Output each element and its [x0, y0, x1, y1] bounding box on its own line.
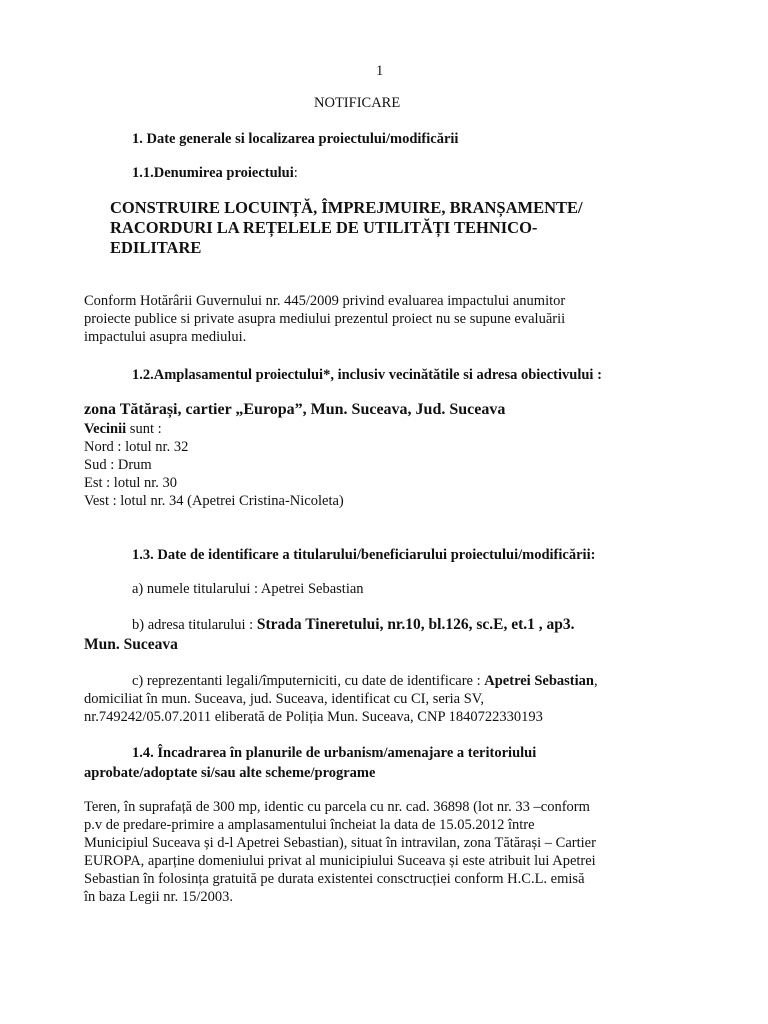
section-1-title: 1. Date generale si localizarea proiectului/modificării [132, 131, 459, 147]
neighbors-label: Vecinii [84, 421, 127, 437]
page-number: 1 [376, 63, 384, 79]
section-1-3-title: 1.3. Date de identificare a titularului/beneficiarului proiectului/modificării: [132, 547, 596, 563]
neighbors-heading [84, 420, 344, 438]
project-name-line: CONSTRUIRE LOCUINȚĂ, ÎMPREJMUIRE, BRANȘAMENTE/ [110, 198, 583, 217]
legal-representatives [132, 672, 598, 690]
representative-line: domiciliat în mun. Suceava, jud. Suceava, identificat cu CI, seria SV, [84, 691, 484, 707]
project-name-line: RACORDURI LA REȚELELE DE UTILITĂȚI TEHNICO- [110, 218, 538, 237]
neighbor-item: Sud : Drum [84, 457, 152, 473]
holder-address-label: b) adresa titularului : [132, 617, 257, 633]
representatives-label: c) reprezentanti legali/împuterniciti, cu date de identificare : [132, 673, 485, 689]
paragraph-line: Municipiul Suceava și d-l Apetrei Sebastian), situat în intravilan, zona Tătărași – Cartier [84, 835, 596, 851]
section-1-2-title: 1.2.Amplasamentul proiectului*, inclusiv vecinătătile si adresa obiectivului : [132, 367, 602, 383]
representative-comma: , [593, 673, 598, 689]
neighbor-item: Est : lotul nr. 30 [84, 475, 178, 491]
holder-address-value: Strada Tineretului, nr.10, bl.126, sc.E, et.1 , ap3. [256, 616, 575, 633]
holder-address [132, 616, 574, 634]
section-1-1-colon: : [293, 165, 298, 181]
holder-address-city: Mun. Suceava [84, 636, 178, 653]
document-heading: NOTIFICARE [314, 95, 401, 111]
paragraph-line: EUROPA, aparține domeniului privat al municipiului Suceava și este atribuit lui Apetrei [84, 853, 596, 869]
project-name-line: EDILITARE [110, 238, 202, 257]
paragraph-line: Teren, în suprafață de 300 mp, identic cu parcela cu nr. cad. 36898 (lot nr. 33 –conform [84, 799, 590, 815]
section-1-1-label: 1.1.Denumirea proiectului [132, 165, 294, 181]
neighbors-list [84, 420, 344, 510]
paragraph-line: proiecte publice si private asupra mediului prezentul proiect nu se supune evaluării [84, 311, 566, 327]
section-1-4-title: 1.4. Încadrarea în planurile de urbanism/amenajare a teritoriului [132, 745, 537, 761]
neighbors-suffix: sunt : [126, 421, 162, 437]
paragraph-line: în baza Legii nr. 15/2003. [84, 889, 233, 905]
land-paragraph [84, 798, 596, 906]
representative-name: Apetrei Sebastian [484, 673, 594, 689]
neighbor-item: Vest : lotul nr. 34 (Apetrei Cristina-Nicoleta) [84, 493, 344, 509]
representative-line: nr.749242/05.07.2011 eliberată de Poliția Mun. Suceava, CNP 1840722330193 [84, 709, 543, 725]
neighbor-item: Nord : lotul nr. 32 [84, 439, 189, 455]
paragraph-line: Sebastian în folosința gratuită pe durata existentei consctrucției conform H.C.L. emisă [84, 871, 585, 887]
paragraph-line: p.v de predare-primire a amplasamentului încheiat la data de 15.05.2012 între [84, 817, 535, 833]
paragraph-line: Conform Hotărârii Guvernului nr. 445/2009 privind evaluarea impactului anumitor [84, 293, 566, 309]
section-1-4-title-cont: aprobate/adoptate si/sau alte scheme/programe [84, 765, 376, 781]
section-1-1-title [132, 164, 298, 182]
project-name [110, 198, 583, 258]
holder-name: a) numele titularului : Apetrei Sebastian [132, 581, 364, 597]
environment-paragraph [84, 292, 565, 346]
representative-details [84, 690, 543, 726]
project-location: zona Tătărași, cartier „Europa”, Mun. Suceava, Jud. Suceava [84, 401, 506, 418]
paragraph-line: impactului asupra mediului. [84, 329, 247, 345]
